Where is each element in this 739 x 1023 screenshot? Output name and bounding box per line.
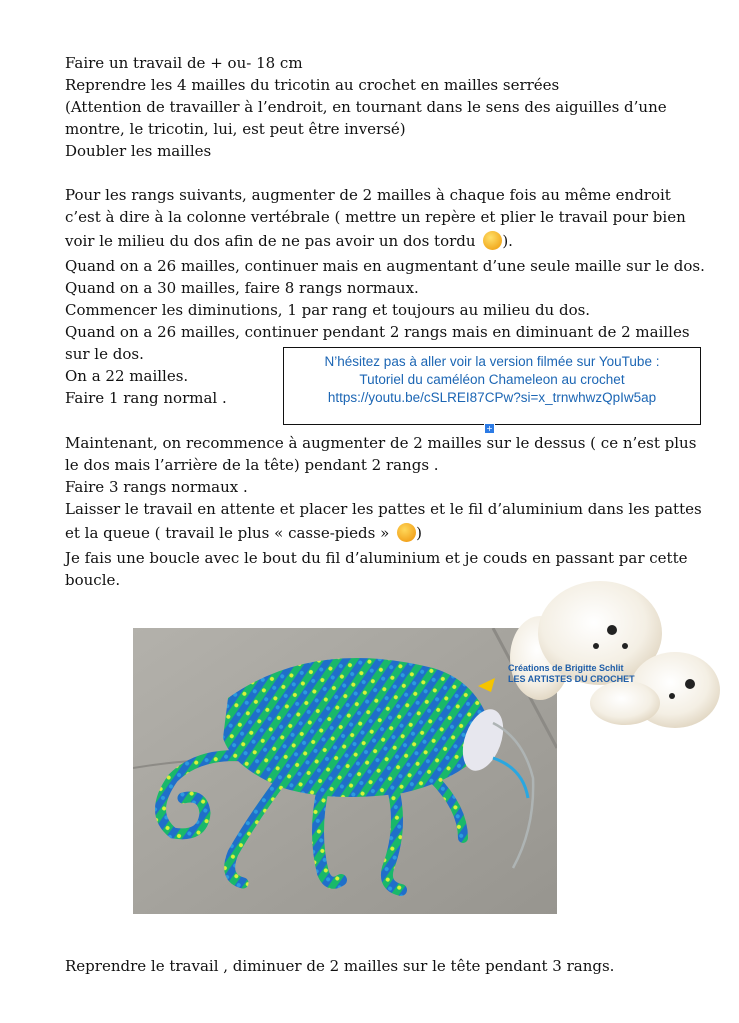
plus-icon[interactable]: +	[484, 423, 495, 434]
text-line: Faire 3 rangs normaux .	[65, 478, 248, 496]
rofl-emoji-icon	[483, 231, 502, 250]
tongue-emoji-icon	[397, 523, 416, 542]
text-line: Quand on a 26 mailles, continuer pendant 2 rangs mais en diminuant de 2 mailles	[65, 323, 690, 341]
creator-brand: LES ARTISTES DU CROCHET	[508, 674, 635, 684]
poodle-dogs-icon	[500, 578, 735, 738]
text-fragment: ).	[502, 232, 513, 250]
text-fragment: )	[416, 524, 422, 542]
text-line: Quand on a 30 mailles, faire 8 rangs normaux.	[65, 279, 419, 297]
text-line: Pour les rangs suivants, augmenter de 2 mailles à chaque fois au même endroit	[65, 186, 671, 204]
text-line: c’est à dire à la colonne vertébrale ( mettre un repère et plier le travail pour bien	[65, 208, 686, 226]
creator-name: Créations de Brigitte Schlit	[508, 663, 624, 673]
paragraph-intro	[65, 52, 705, 162]
text-line: Doubler les mailles	[65, 142, 212, 160]
text-line: Quand on a 26 mailles, continuer mais en augmentant d’une seule maille sur le dos.	[65, 257, 705, 275]
text-line: Maintenant, on recommence à augmenter de 2 mailles sur le dessus ( ce n’est plus	[65, 434, 697, 452]
text-line: Reprendre les 4 mailles du tricotin au crochet en mailles serrées	[65, 76, 560, 94]
youtube-intro-text: N’hésitez pas à aller voir la version filmée sur YouTube :	[324, 354, 660, 369]
text-fragment: voir le milieu du dos afin de ne pas avoir un dos tordu	[65, 232, 476, 250]
text-fragment: et la queue ( travail le plus « casse-pieds »	[65, 524, 390, 542]
youtube-video-title[interactable]: Tutoriel du caméléon Chameleon au crochet	[359, 372, 625, 387]
text-line: Commencer les diminutions, 1 par rang et toujours au milieu du dos.	[65, 301, 591, 319]
paragraph-final	[65, 955, 705, 977]
text-line: (Attention de travailler à l’endroit, en tournant dans le sens des aiguilles d’une	[65, 98, 667, 116]
creator-logo	[500, 578, 735, 738]
crochet-chameleon-photo	[133, 628, 557, 914]
text-line: Reprendre le travail , diminuer de 2 mailles sur le tête pendant 3 rangs.	[65, 957, 615, 975]
text-line	[65, 228, 705, 255]
chameleon-illustration	[133, 628, 557, 914]
text-line: sur le dos.	[65, 345, 144, 363]
creator-credit	[508, 663, 635, 685]
text-line: montre, le tricotin, lui, est peut être inversé)	[65, 120, 406, 138]
youtube-callout	[283, 347, 701, 425]
text-line: Faire un travail de + ou- 18 cm	[65, 54, 303, 72]
text-line: Laisser le travail en attente et placer les pattes et le fil d’aluminium dans les pattes	[65, 500, 702, 518]
text-line: le dos mais l’arrière de la tête) pendant 2 rangs .	[65, 456, 439, 474]
paragraph-head	[65, 432, 705, 591]
text-line: On a 22 mailles.	[65, 367, 189, 385]
text-line	[65, 520, 705, 547]
text-line: Je fais une boucle avec le bout du fil d’aluminium et je couds en passant par cette	[65, 549, 688, 567]
youtube-link[interactable]: https://youtu.be/cSLREI87CPw?si=x_trnwhwzQpIw5ap	[327, 390, 657, 405]
text-line: boucle.	[65, 571, 121, 589]
text-line: Faire 1 rang normal .	[65, 389, 227, 407]
